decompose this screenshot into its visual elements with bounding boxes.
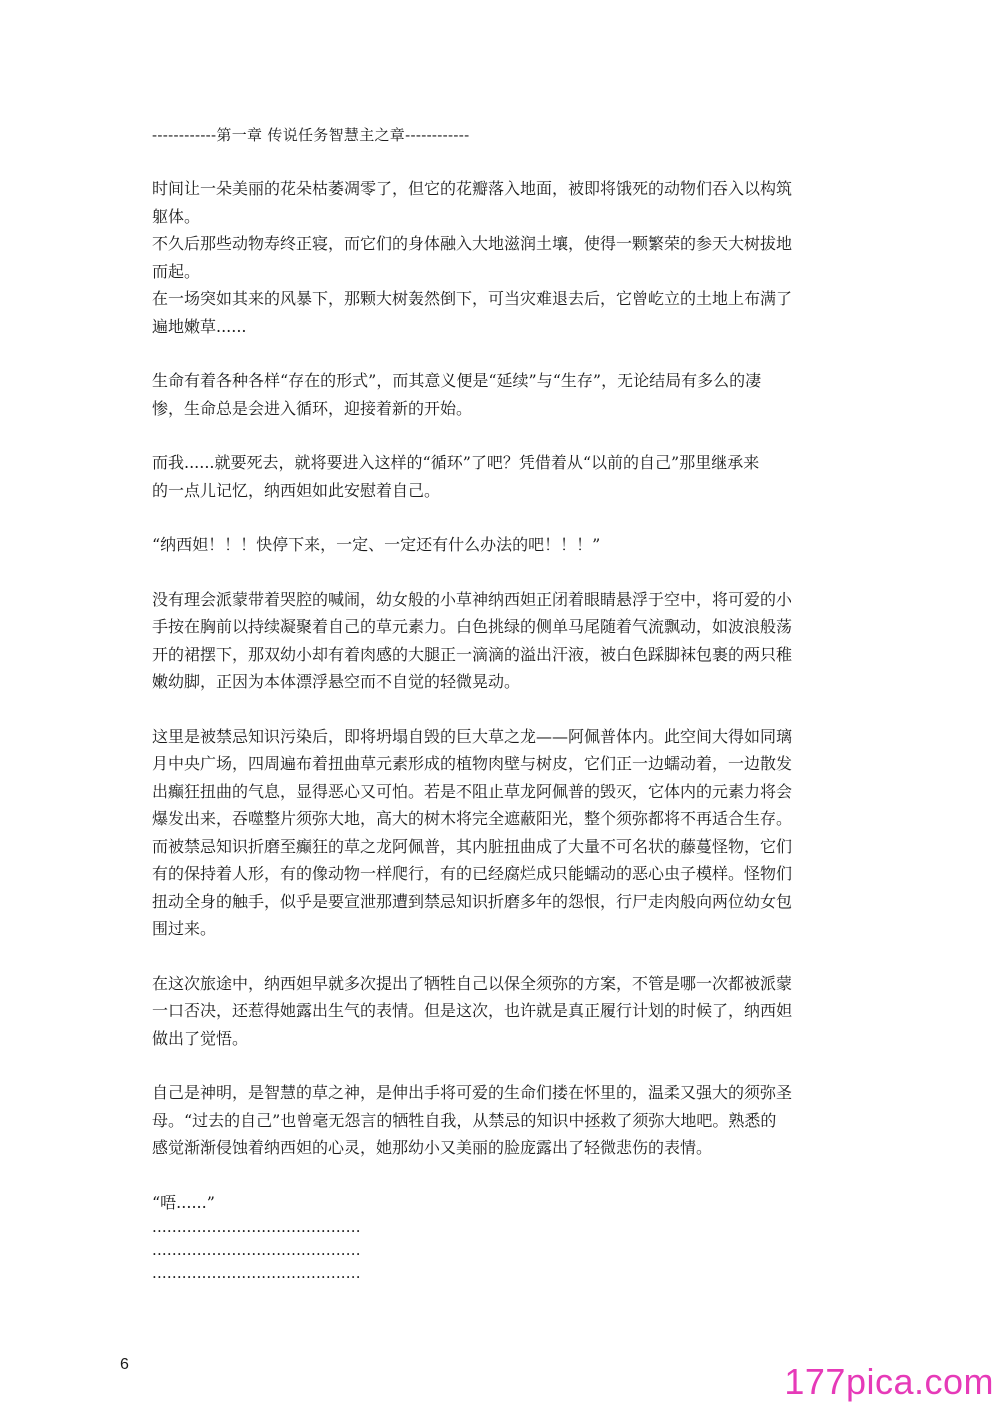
text-line: 时间让一朵美丽的花朵枯萎凋零了，但它的花瓣落入地面，被即将饿死的动物们吞入以构筑	[152, 179, 793, 198]
paragraph-goddess-resolve	[152, 1079, 852, 1162]
text-line: 而起。	[152, 261, 201, 281]
text-line: 不久后那些动物寿终正寝，而它们的身体融入大地滋润土壤，使得一颗繁荣的参天大树拔地	[152, 234, 793, 253]
ending-quote: “唔......”	[152, 1192, 215, 1212]
text-line: 生命有着各种各样“存在的形式”，而其意义便是“延续”与“生存”，无论结局有多么的凄	[152, 371, 762, 390]
text-line: 手按在胸前以持续凝聚着自己的草元素力。白色挑绿的侧单马尾随着气流飘动，如波浪般荡	[152, 617, 793, 636]
ellipsis-line: ..........................................	[152, 1218, 361, 1236]
text-line: 在一场突如其来的风暴下，那颗大树轰然倒下，可当灾难退去后，它曾屹立的土地上布满了	[152, 289, 793, 308]
paragraph-flower-cycle	[152, 175, 852, 340]
site-watermark: 177pica.com	[784, 1361, 994, 1402]
page-content	[152, 122, 852, 1285]
text-line: 没有理会派蒙带着哭腔的喊闹，幼女般的小草神纳西妲正闭着眼睛悬浮于空中，将可爱的小	[152, 589, 793, 609]
paragraph-apep-interior	[152, 723, 852, 943]
text-line: 围过来。	[152, 919, 217, 938]
text-line: 爆发出来，吞噬整片须弥大地，高大的树木将完全遮蔽阳光，整个须弥都将不再适合生存。	[152, 809, 793, 828]
ellipsis-line: ..........................................	[152, 1264, 361, 1282]
text-line: 遍地嫩草......	[152, 316, 247, 336]
text-line: 在这次旅途中，纳西妲早就多次提出了牺牲自己以保全须弥的方案，不管是哪一次都被派蒙	[152, 973, 793, 993]
text-line: 自己是神明，是智慧的草之神，是伸出手将可爱的生命们搂在怀里的，温柔又强大的须弥圣	[152, 1083, 793, 1102]
text-line: 躯体。	[152, 206, 201, 226]
text-line: 月中央广场，四周遍布着扭曲草元素形成的植物肉壁与树皮，它们正一边蠕动着，一边散发	[152, 754, 793, 773]
paragraph-sacrifice-plan	[152, 970, 852, 1053]
paimon-shout: “纳西妲！！！快停下来，一定、一定还有什么办法的吧！！！”	[152, 535, 601, 554]
chapter-title: ------------第一章 传说任务智慧主之章------------	[152, 126, 470, 144]
text-line: 出癫狂扭曲的气息，显得恶心又可怕。若是不阻止草龙阿佩普的毁灭，它体内的元素力将会	[152, 781, 793, 801]
paragraph-nahida-thoughts	[152, 449, 852, 504]
page-number: 6	[120, 1356, 129, 1373]
text-line: 感觉渐渐侵蚀着纳西妲的心灵，她那幼小又美丽的脸庞露出了轻微悲伤的表情。	[152, 1138, 713, 1157]
text-line: 惨，生命总是会进入循环，迎接着新的开始。	[152, 398, 473, 418]
text-line: 有的保持着人形，有的像动物一样爬行，有的已经腐烂成只能蠕动的恶心虫子模样。怪物们	[152, 864, 793, 883]
text-line: 扭动全身的触手，似乎是要宣泄那遭到禁忌知识折磨多年的怨恨，行尸走肉般向两位幼女包	[152, 891, 793, 911]
text-line: 这里是被禁忌知识污染后，即将坍塌自毁的巨大草之龙——阿佩普体内。此空间大得如同璃	[152, 726, 793, 746]
ellipsis-line: ..........................................	[152, 1241, 361, 1259]
text-line: 而被禁忌知识折磨至癫狂的草之龙阿佩普，其内脏扭曲成了大量不可名状的藤蔓怪物，它们	[152, 836, 793, 856]
text-line: 做出了觉悟。	[152, 1028, 249, 1048]
paragraph-nahida-floating	[152, 586, 852, 696]
ellipsis-block	[152, 1216, 852, 1285]
text-line: 母。“过去的自己”也曾毫无怨言的牺牲自我，从禁忌的知识中拯救了须弥大地吧。熟悉的	[152, 1110, 777, 1130]
text-line: 的一点儿记忆，纳西妲如此安慰着自己。	[152, 480, 441, 500]
text-line: 嫩幼脚，正因为本体漂浮悬空而不自觉的轻微晃动。	[152, 672, 521, 691]
text-line: 而我......就要死去，就将要进入这样的“循环”了吧？凭借着从“以前的自己”那里继承来	[152, 453, 760, 472]
text-line: 开的裙摆下，那双幼小却有着肉感的大腿正一滴滴的溢出汗液，被白色踩脚袜包裹的两只稚	[152, 644, 793, 664]
paragraph-life-forms	[152, 367, 852, 422]
text-line: 一口否决，还惹得她露出生气的表情。但是这次，也许就是真正履行计划的时候了，纳西妲	[152, 1001, 793, 1020]
